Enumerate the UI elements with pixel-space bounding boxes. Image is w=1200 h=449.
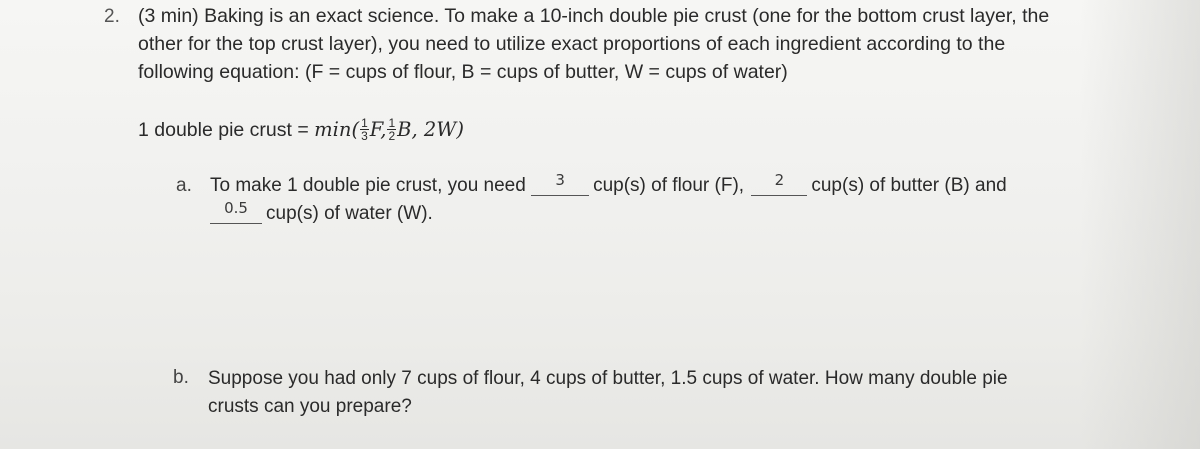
equation-lhs: 1 double pie crust = [138,119,315,141]
part-a-text-after-flour: cup(s) of flour (F), [593,175,745,196]
question-line-2: other for the top crust layer), you need to utilize exact proportions of each ingredient according to the [138,33,1006,55]
fraction-2-denominator: 2 [388,129,396,144]
water-answer-blank[interactable] [210,199,262,224]
fraction-2-numerator: 1 [388,116,396,131]
equation [138,118,464,143]
fraction-one-half [387,117,396,142]
flour-answer-blank[interactable] [531,171,589,196]
part-a-text-after-butter: cup(s) of butter (B) and [811,175,1007,196]
question-line-1: (3 min) Baking is an exact science. To make a 10-inch double pie crust (one for the bottom crust layer, the [138,5,1050,27]
butter-answer-blank[interactable] [751,171,807,196]
question-number: 2. [104,6,120,27]
equation-function: min( [314,118,360,141]
flour-answer: 3 [555,171,565,189]
question-line-3: following equation: (F = cups of flour, B = cups of butter, W = cups of water) [138,61,788,83]
part-b-label: b. [173,367,189,388]
part-b-line-1: Suppose you had only 7 cups of flour, 4 cups of butter, 1.5 cups of water. How many double pie [208,368,1008,389]
water-answer: 0.5 [224,199,248,217]
fraction-one-third [360,117,369,142]
part-a-text-after-water: cup(s) of water (W). [266,203,433,224]
fraction-1-denominator: 3 [361,129,368,144]
butter-answer: 2 [774,171,785,189]
part-a-label: a. [176,175,192,196]
equation-flour-term: F, [369,118,387,141]
fraction-1-numerator: 1 [361,116,368,131]
part-a-line-2 [210,199,433,225]
question-text [138,2,1138,86]
part-a-text-before-flour: To make 1 double pie crust, you need [210,175,526,196]
part-b-line-2: crusts can you prepare? [208,396,412,417]
equation-butter-water-term: B, 2W) [397,118,464,141]
part-b-text [208,365,1108,421]
part-a-line-1 [210,171,1007,197]
